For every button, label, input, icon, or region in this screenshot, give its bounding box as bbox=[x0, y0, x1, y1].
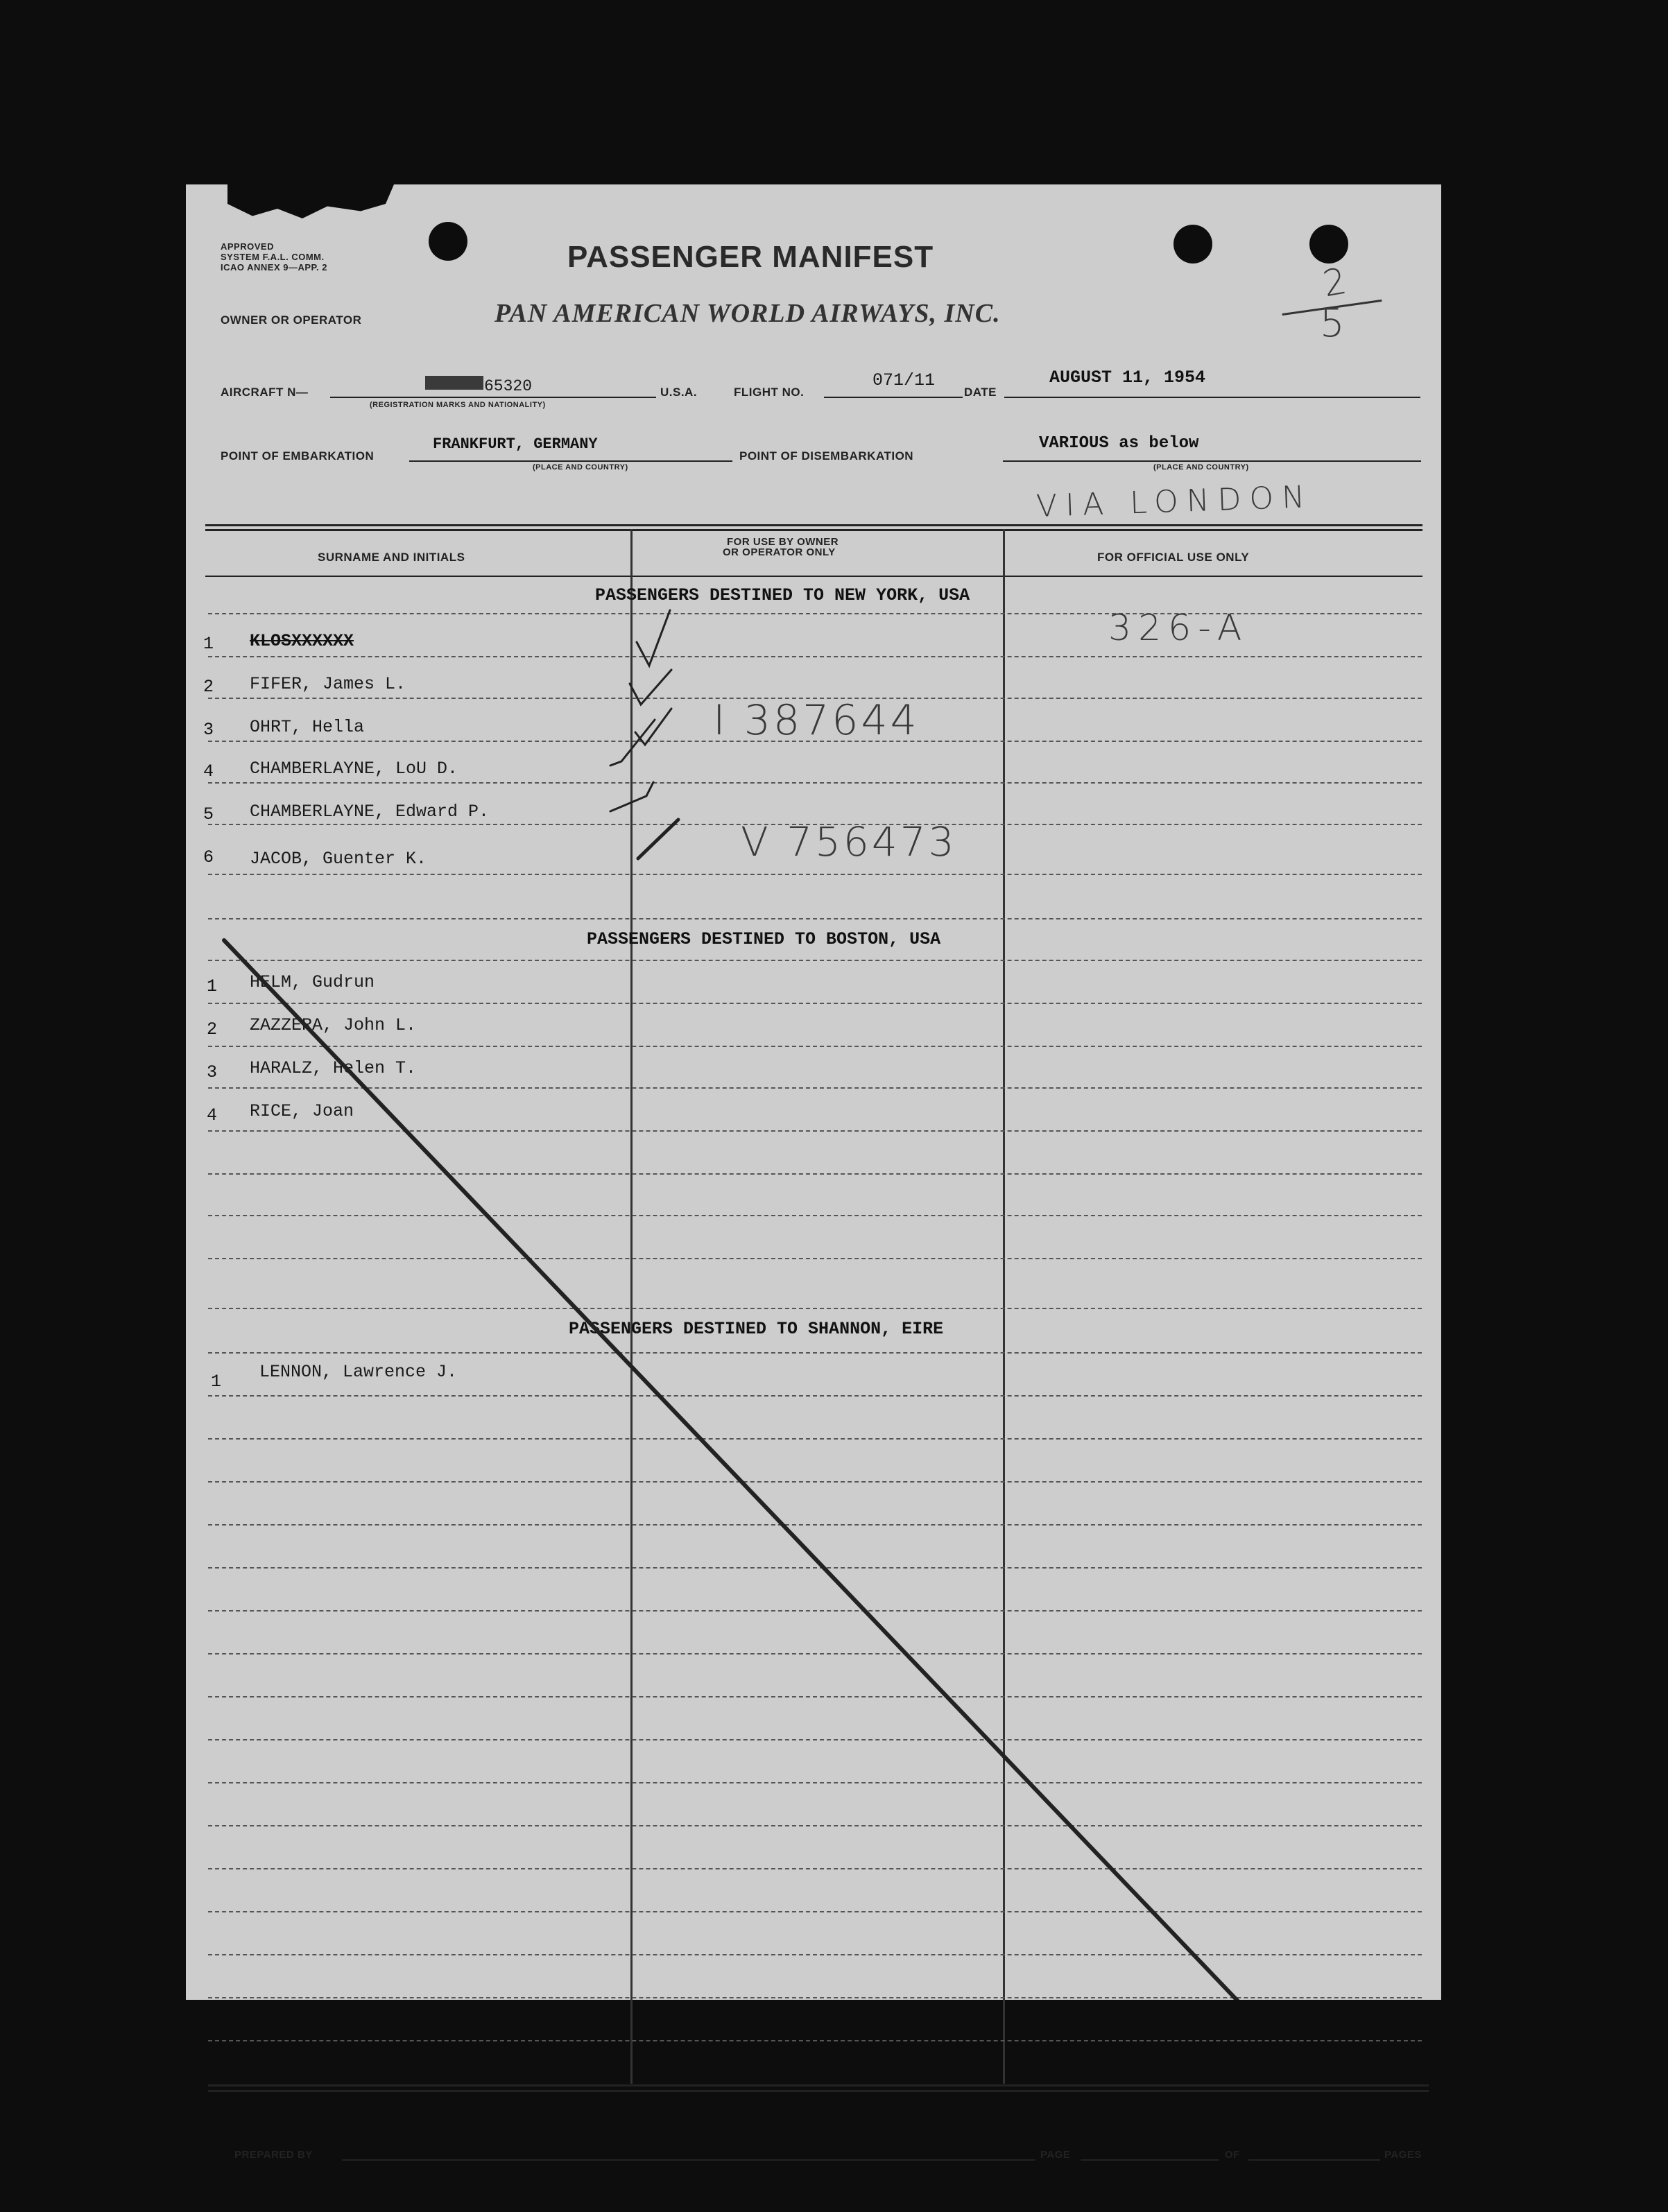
row-number: 2 bbox=[203, 677, 214, 697]
passenger-name: HELM, Gudrun bbox=[250, 972, 375, 992]
of-label: OF bbox=[1225, 2149, 1240, 2161]
check-mark-icon bbox=[635, 709, 671, 745]
row-number: 4 bbox=[203, 761, 214, 781]
disembark-value: VARIOUS as below bbox=[1039, 434, 1199, 453]
flight-label: FLIGHT NO. bbox=[734, 386, 805, 399]
manifest-page bbox=[186, 184, 1441, 2161]
aircraft-label: AIRCRAFT N— bbox=[221, 386, 309, 399]
official-note: 326-A bbox=[1108, 607, 1249, 649]
passenger-name: CHAMBERLAYNE, LoU D. bbox=[250, 759, 458, 779]
owner-name: PAN AMERICAN WORLD AIRWAYS, INC. bbox=[495, 299, 1001, 328]
col-header-owner-2: OR OPERATOR ONLY bbox=[723, 546, 836, 558]
date-value: AUGUST 11, 1954 bbox=[1049, 368, 1206, 388]
passenger-name: LENNON, Lawrence J. bbox=[259, 1362, 458, 1382]
pages-label: PAGES bbox=[1384, 2149, 1422, 2161]
row-number: 1 bbox=[203, 634, 214, 654]
passenger-name: CHAMBERLAYNE, Edward P. bbox=[250, 802, 490, 822]
passenger-name: JACOB, Guenter K. bbox=[250, 849, 427, 869]
prepared-label: PREPARED BY bbox=[234, 2149, 313, 2161]
row-number: 1 bbox=[207, 976, 218, 996]
page-label: PAGE bbox=[1040, 2149, 1071, 2161]
owner-label: OWNER OR OPERATOR bbox=[221, 313, 362, 327]
approval-line-2: SYSTEM F.A.L. COMM. bbox=[221, 252, 325, 262]
page-mark-bottom: 5 bbox=[1320, 301, 1345, 346]
approval-line-3: ICAO ANNEX 9—APP. 2 bbox=[221, 262, 327, 273]
row-number: 1 bbox=[211, 1372, 222, 1392]
prepared-underline bbox=[342, 2159, 1035, 2161]
embark-label: POINT OF EMBARKATION bbox=[221, 449, 375, 463]
row-number: 4 bbox=[207, 1105, 218, 1125]
aircraft-value: 65320 bbox=[484, 377, 533, 395]
page-mark-top: 2 bbox=[1320, 260, 1350, 306]
passenger-name: ZAZZERA, John L. bbox=[250, 1015, 417, 1035]
col-header-owner-1: FOR USE BY OWNER bbox=[727, 536, 839, 548]
passenger-name: HARALZ, Helen T. bbox=[250, 1058, 417, 1078]
page-underline bbox=[1081, 2159, 1219, 2161]
passenger-name: KLOSXXXXXX bbox=[250, 631, 354, 651]
embark-value: FRANKFURT, GERMANY bbox=[433, 435, 598, 453]
table-bottom-rule-1 bbox=[208, 2084, 1429, 2086]
passenger-name: RICE, Joan bbox=[250, 1101, 354, 1121]
row-number: 3 bbox=[203, 720, 214, 740]
check-mark-icon bbox=[638, 820, 678, 858]
date-label: DATE bbox=[964, 386, 997, 399]
section-heading-new-york: PASSENGERS DESTINED TO NEW YORK, USA bbox=[595, 585, 970, 605]
row-number: 5 bbox=[203, 804, 214, 824]
passenger-name: OHRT, Hella bbox=[250, 717, 365, 737]
flight-value: 071/11 bbox=[872, 370, 936, 390]
usa-label: U.S.A. bbox=[660, 386, 698, 399]
embark-sublabel: (PLACE AND COUNTRY) bbox=[533, 463, 628, 472]
disembark-label: POINT OF DISEMBARKATION bbox=[739, 449, 914, 463]
page-title: PASSENGER MANIFEST bbox=[567, 240, 934, 274]
row-number: 3 bbox=[207, 1062, 218, 1082]
row-number: 6 bbox=[203, 847, 214, 867]
void-line bbox=[224, 940, 1268, 2000]
check-mark-icon bbox=[610, 782, 653, 811]
check-mark-icon bbox=[610, 720, 655, 766]
col-header-surname: SURNAME AND INITIALS bbox=[318, 551, 465, 564]
col-header-official: FOR OFFICIAL USE ONLY bbox=[1097, 551, 1250, 564]
approval-line-1: APPROVED bbox=[221, 241, 274, 252]
aircraft-sublabel: (REGISTRATION MARKS AND NATIONALITY) bbox=[370, 401, 546, 409]
document-number: V 756473 bbox=[741, 818, 957, 865]
via-note: VIA LONDON bbox=[1035, 479, 1314, 524]
disembark-sublabel: (PLACE AND COUNTRY) bbox=[1153, 463, 1249, 472]
section-heading-boston: PASSENGERS DESTINED TO BOSTON, USA bbox=[587, 929, 941, 949]
section-heading-shannon: PASSENGERS DESTINED TO SHANNON, EIRE bbox=[569, 1319, 944, 1339]
table-bottom-rule-2 bbox=[208, 2090, 1429, 2092]
document-number: I 387644 bbox=[713, 696, 920, 745]
of-underline bbox=[1248, 2159, 1380, 2161]
check-mark-icon bbox=[630, 670, 671, 705]
check-mark-icon bbox=[637, 610, 670, 666]
row-number: 2 bbox=[207, 1019, 218, 1039]
passenger-name: FIFER, James L. bbox=[250, 674, 406, 694]
handwritten-marks bbox=[186, 184, 1441, 2000]
